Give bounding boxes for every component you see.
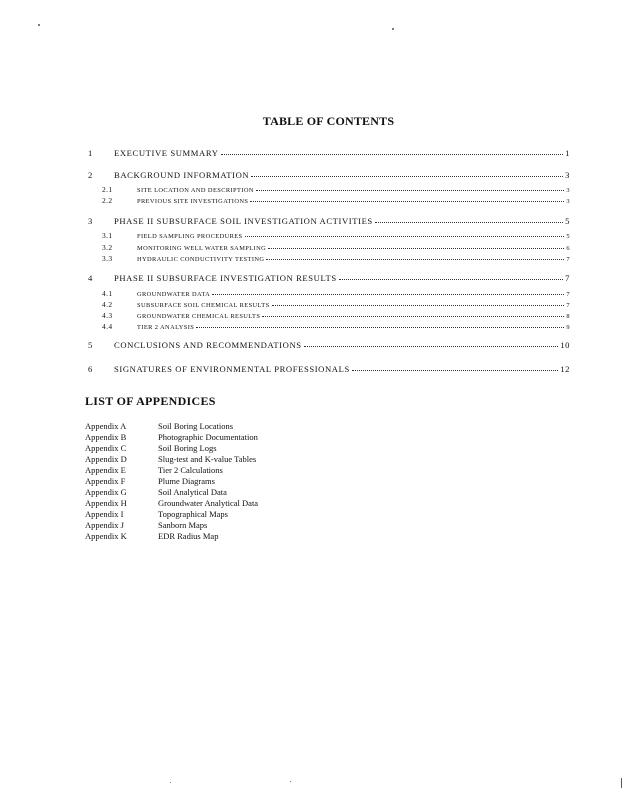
dot-leader [268, 248, 564, 249]
toc-number: 2 [88, 170, 93, 180]
dot-leader [251, 176, 563, 177]
appendix-label: Appendix G [85, 487, 127, 497]
toc-number: 4.1 [102, 289, 113, 298]
appendix-title: Slug-test and K-value Tables [158, 454, 257, 464]
dot-leader [304, 346, 559, 347]
dot-leader [212, 294, 564, 295]
toc-entry-section [88, 216, 570, 226]
scan-speck [621, 778, 622, 788]
toc-number: 2.1 [102, 185, 113, 194]
dot-leader [352, 370, 558, 371]
toc-entry-subsection [102, 185, 570, 194]
dot-leader [339, 279, 563, 280]
appendices-title: LIST OF APPENDICES [85, 394, 216, 408]
toc-number: 4.2 [102, 300, 113, 309]
appendix-title: Soil Analytical Data [158, 487, 227, 497]
appendix-title: Soil Boring Logs [158, 443, 217, 453]
toc-page-number: 10 [560, 340, 570, 350]
dot-leader [245, 236, 565, 237]
dot-leader [262, 316, 564, 317]
toc-entry-title: SIGNATURES OF ENVIRONMENTAL PROFESSIONALS [114, 364, 350, 374]
toc-entry-subsection [102, 322, 570, 331]
toc-page-number: 7 [566, 291, 570, 298]
appendix-title: EDR Radius Map [158, 531, 219, 541]
toc-entry-section [88, 170, 570, 180]
toc-number: 3.2 [102, 243, 113, 252]
toc-entry-subsection [102, 196, 570, 205]
toc-number: 3 [88, 216, 93, 226]
appendix-label: Appendix H [85, 498, 127, 508]
scan-speck [38, 24, 40, 26]
appendix-item [85, 520, 207, 530]
appendix-item [85, 498, 258, 508]
appendix-title: Topographical Maps [158, 509, 228, 519]
toc-entry-section [88, 364, 570, 374]
toc-entry-title: HYDRAULIC CONDUCTIVITY TESTING [137, 256, 265, 263]
dot-leader [196, 327, 564, 328]
toc-entry-section [88, 340, 570, 350]
appendix-label: Appendix D [85, 454, 127, 464]
toc-number: 4.3 [102, 311, 113, 320]
toc-page-number: 7 [566, 256, 570, 263]
toc-number: 3.1 [102, 231, 113, 240]
toc-entry-subsection [102, 300, 570, 309]
toc-entry-subsection [102, 289, 570, 298]
toc-number: 4 [88, 273, 93, 283]
toc-entry-title: CONCLUSIONS AND RECOMMENDATIONS [114, 340, 302, 350]
toc-entry-subsection [102, 311, 570, 320]
appendix-item [85, 476, 215, 486]
toc-page-number: 3 [566, 187, 570, 194]
appendix-label: Appendix C [85, 443, 127, 453]
appendix-label: Appendix I [85, 509, 124, 519]
toc-entry-title: PREVIOUS SITE INVESTIGATIONS [137, 198, 249, 205]
appendix-label: Appendix E [85, 465, 126, 475]
toc-number: 3.3 [102, 254, 113, 263]
toc-page-number: 12 [560, 364, 570, 374]
appendix-title: Photographic Documentation [158, 432, 258, 442]
toc-title: TABLE OF CONTENTS [262, 114, 395, 128]
scan-speck [392, 28, 394, 30]
toc-entry-title: BACKGROUND INFORMATION [114, 170, 250, 180]
appendix-label: Appendix J [85, 520, 124, 530]
dot-leader [272, 305, 565, 306]
toc-entry-title: MONITORING WELL WATER SAMPLING [137, 245, 267, 252]
appendix-item [85, 432, 258, 442]
toc-number: 5 [88, 340, 93, 350]
toc-page-number: 5 [565, 216, 570, 226]
scan-speck [290, 781, 291, 782]
toc-page-number: 1 [565, 148, 570, 158]
dot-leader [375, 222, 563, 223]
appendix-title: Groundwater Analytical Data [158, 498, 259, 508]
toc-entry-subsection [102, 254, 570, 263]
toc-number: 6 [88, 364, 93, 374]
toc-number: 2.2 [102, 196, 113, 205]
toc-entry-title: FIELD SAMPLING PROCEDURES [137, 233, 243, 240]
toc-entry-section [88, 273, 570, 283]
toc-entry-title: GROUNDWATER CHEMICAL RESULTS [137, 313, 261, 320]
dot-leader [221, 154, 564, 155]
toc-entry-title: PHASE II SUBSURFACE SOIL INVESTIGATION ACTIVITIES [114, 216, 373, 226]
toc-entry-title: EXECUTIVE SUMMARY [114, 148, 219, 158]
appendix-item [85, 443, 217, 453]
toc-page-number: 3 [565, 170, 570, 180]
appendix-item [85, 509, 228, 519]
appendix-item [85, 454, 256, 464]
appendix-title: Sanborn Maps [158, 520, 208, 530]
toc-entry-subsection [102, 231, 570, 240]
scan-speck [170, 782, 171, 783]
toc-page-number: 8 [566, 313, 570, 320]
toc-page-number: 5 [566, 233, 570, 240]
toc-entry-title: SITE LOCATION AND DESCRIPTION [137, 187, 254, 194]
appendix-item [85, 421, 233, 431]
appendix-label: Appendix K [85, 531, 127, 541]
toc-page-number: 6 [566, 245, 570, 252]
toc-entry-subsection [102, 243, 570, 252]
toc-entry-section [88, 148, 570, 158]
appendix-title: Soil Boring Locations [158, 421, 234, 431]
toc-page-number: 9 [566, 324, 570, 331]
toc-page-number: 3 [566, 198, 570, 205]
appendix-title: Tier 2 Calculations [158, 465, 223, 475]
toc-entry-title: TIER 2 ANALYSIS [137, 324, 195, 331]
toc-page-number: 7 [565, 273, 570, 283]
dot-leader [250, 201, 564, 202]
appendix-item [85, 487, 227, 497]
toc-entry-title: GROUNDWATER DATA [137, 291, 211, 298]
toc-number: 1 [88, 148, 93, 158]
appendix-title: Plume Diagrams [158, 476, 215, 486]
appendix-item [85, 465, 223, 475]
appendix-label: Appendix A [85, 421, 127, 431]
dot-leader [256, 190, 565, 191]
appendix-item [85, 531, 218, 541]
appendix-label: Appendix F [85, 476, 126, 486]
dot-leader [266, 259, 564, 260]
toc-number: 4.4 [102, 322, 113, 331]
toc-page-number: 7 [566, 302, 570, 309]
appendix-label: Appendix B [85, 432, 127, 442]
toc-entry-title: SUBSURFACE SOIL CHEMICAL RESULTS [137, 302, 270, 309]
toc-entry-title: PHASE II SUBSURFACE INVESTIGATION RESULTS [114, 273, 337, 283]
